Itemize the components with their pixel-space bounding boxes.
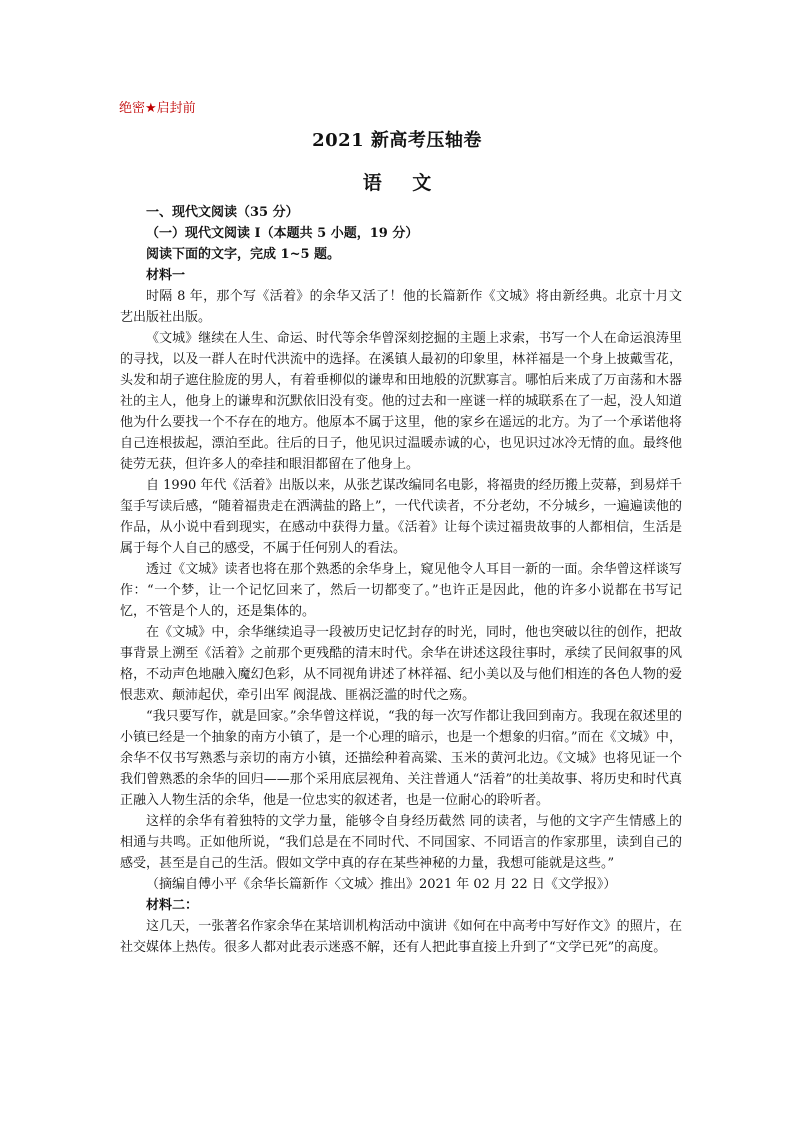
paragraph: 透过《文城》读者也将在那个熟悉的余华身上，窥见他令人耳目一新的一面。余华曾这样谈写作：“一个梦，让一个记忆回来了，然后一切都变了。”也许正是因此，他的许多小说都在书写记忆，不管是个人的，还是集体的。 — [120, 562, 682, 619]
source-citation: （摘编自傅小平《余华长篇新作〈文城〉推出》2021 年 02 月 22 日《文学报》） — [146, 877, 617, 892]
confidential-mark — [119, 97, 196, 116]
material-two-label: 材料二： — [146, 898, 199, 913]
paragraph: 这几天，一张著名作家余华在某培训机构活动中演讲《如何在中高考中写好作文》的照片，在社交媒体上热传。很多人都对此表示迷惑不解，还有人把此事直接上升到了“文学已死”的高度。 — [120, 919, 682, 955]
confidential-label-suffix: 启封前 — [156, 101, 196, 116]
paragraph: 时隔 8 年，那个写《活着》的余华又活了！他的长篇新作《文城》将由新经典。北京十月文艺出版社出版。 — [120, 289, 682, 325]
paragraph: “我只要写作，就是回家。”余华曾这样说，“我的每一次写作都让我回到南方。我现在叙述里的小镇已经是一个抽象的南方小镇了，是一个心理的暗示，也是一个想象的归宿。”而在《文城》中，余华不仅书写熟悉与亲切的南方小镇，还描绘种着高粱、玉米的黄河北边。《文城》也将见证一个我们曾熟悉的余华的回归——那个采用底层视角、关注普通人“活着”的壮美故事、将历史和时代真正融入人物生活的余华，他是一位忠实的叙述者，也是一位耐心的聆听者。 — [120, 709, 682, 808]
subsection-heading: （一）现代文阅读 I（本题共 5 小题，19 分） — [146, 226, 419, 241]
material-one-label: 材料一 — [146, 268, 186, 283]
subject-title: 语 文 — [362, 172, 444, 194]
paragraph: 这样的余华有着独特的文学力量，能够令自身经历截然 同的读者，与他的文字产生情感上的相通与共鸣。正如他所说，“我们总是在不同时代、不同国家、不同语言的作家那里，读到自己的感受，甚至是自己的生活。假如文学中真的存在某些神秘的力量，我想可能就是这些。” — [120, 814, 682, 871]
exam-title: 2021 新高考压轴卷 — [312, 130, 482, 151]
paragraph: 自 1990 年代《活着》出版以来，从张艺谋改编同名电影，将福贵的经历搬上荧幕，到易烊千玺手写读后感，“随着福贵走在洒满盐的路上”，一代代读者，不分老幼，不分城乡，一遍遍读他的作品，从小说中看到现实，在感动中获得力量。《活着》让每个读过福贵故事的人都相信，生活是属于每个人自己的感受，不属于任何别人的看法。 — [120, 478, 682, 556]
star-icon: ★ — [145, 101, 157, 116]
paragraph: 在《文城》中，余华继续追寻一段被历史记忆封存的时光，同时，他也突破以往的创作，把故事背景上溯至《活着》之前那个更残酷的清末时代。余华在讲述这段往事时，承续了民间叙事的风格，不动声色地融入魔幻色彩，从不同视角讲述了林祥福、纪小美以及与他们相连的各色人物的爱恨悲欢、颠沛起伏，牵引出军 阀混战、匪祸泛滥的时代之殇。 — [120, 625, 682, 703]
instruction: 阅读下面的文字，完成 1~5 题。 — [146, 247, 341, 262]
paragraph: 《文城》继续在人生、命运、时代等余华曾深刻挖掘的主题上求索，书写一个人在命运浪涛里的寻找，以及一群人在时代洪流中的选择。在溪镇人最初的印象里，林祥福是一个身上披戴雪花，头发和胡子遮住脸庞的男人，有着垂柳似的谦卑和田地般的沉默寡言。哪怕后来成了万亩荡和木器社的主人，他身上的谦卑和沉默依旧没有变。他的过去和一座谜一样的城联系在了一起，没人知道他为什么要找一个不存在的地方。他原本不属于这里，他的家乡在遥远的北方。为了一个承诺他将自己连根拔起，漂泊至此。往后的日子，他见识过温暖赤诚的心，也见识过冰冷无情的血。最终他徒劳无获，但许多人的牵挂和眼泪都留在了他身上。 — [120, 331, 682, 472]
confidential-label: 绝密 — [119, 101, 146, 116]
section-heading: 一、现代文阅读（35 分） — [146, 205, 299, 220]
exam-body — [120, 202, 682, 958]
